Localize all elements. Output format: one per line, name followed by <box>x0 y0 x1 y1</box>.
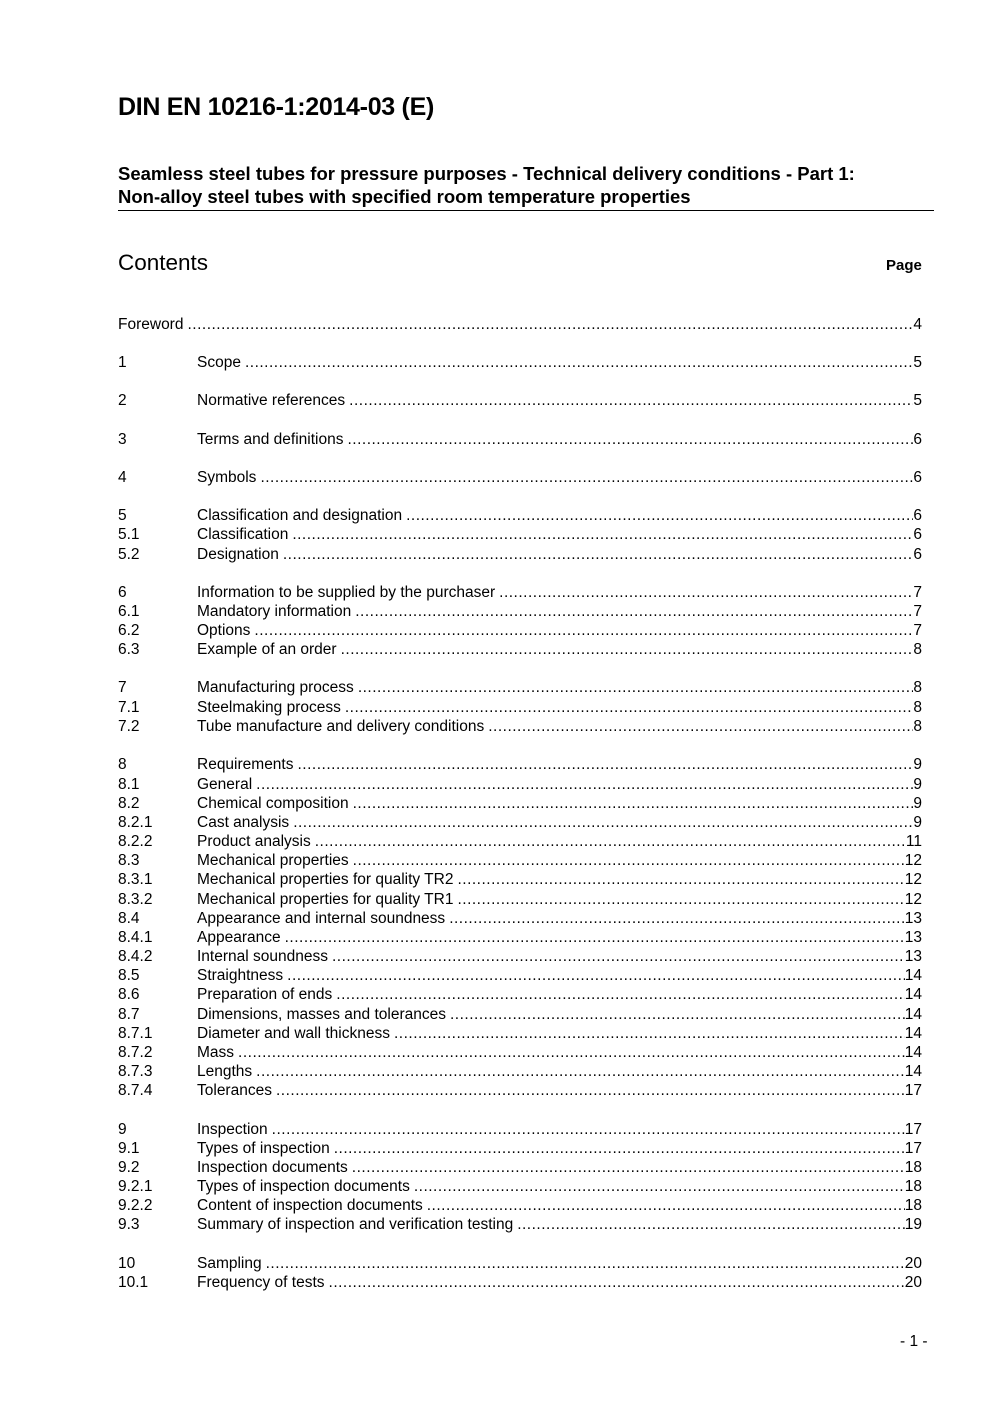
toc-entry[interactable] <box>118 851 922 870</box>
toc-entry[interactable] <box>118 890 922 909</box>
toc-entry-number: 8.7.1 <box>118 1025 153 1042</box>
toc-entry-page: 9 <box>913 814 922 831</box>
toc-entry-number: 8.4.2 <box>118 948 153 965</box>
toc-entry-title: Symbols <box>197 469 257 486</box>
toc-entry-page: 14 <box>904 1044 922 1061</box>
toc-dot-leader <box>287 966 905 985</box>
toc-entry-title: Terms and definitions <box>197 431 344 448</box>
toc-dot-leader <box>457 870 904 889</box>
toc-entry-title: Product analysis <box>197 833 311 850</box>
toc-dot-leader <box>341 640 914 659</box>
toc-entry-page: 11 <box>905 833 922 850</box>
toc-entry[interactable] <box>118 525 922 544</box>
toc-entry-page: 14 <box>904 1063 922 1080</box>
toc-entry-number: 6.2 <box>118 622 140 639</box>
toc-entry-number: 3 <box>118 431 127 448</box>
toc-entry-page: 13 <box>904 910 922 927</box>
toc-dot-leader <box>352 1158 905 1177</box>
toc-entry[interactable] <box>118 1215 922 1234</box>
toc-entry-title: Tolerances <box>197 1082 272 1099</box>
toc-entry-page: 18 <box>904 1159 922 1176</box>
toc-dot-leader <box>245 353 913 372</box>
toc-dot-leader <box>353 794 914 813</box>
toc-entry-page: 7 <box>913 622 922 639</box>
toc-entry-title: Steelmaking process <box>197 699 341 716</box>
toc-entry[interactable] <box>118 1024 922 1043</box>
toc-entry-page: 9 <box>913 776 922 793</box>
toc-entry-number: 9.1 <box>118 1140 140 1157</box>
toc-dot-leader <box>187 315 913 334</box>
toc-entry-number: 8.7 <box>118 1006 140 1023</box>
toc-entry[interactable] <box>118 430 922 449</box>
toc-entry[interactable] <box>118 1062 922 1081</box>
toc-entry-title: Mechanical properties for quality TR2 <box>197 871 454 888</box>
toc-entry-number: 5 <box>118 507 127 524</box>
toc-entry[interactable] <box>118 315 922 334</box>
toc-entry-page: 8 <box>913 699 922 716</box>
toc-entry-page: 9 <box>913 756 922 773</box>
toc-entry-number: 8.5 <box>118 967 140 984</box>
toc-entry-number: 8.2.2 <box>118 833 153 850</box>
toc-entry-page: 4 <box>913 316 922 333</box>
toc-dot-leader <box>334 1139 905 1158</box>
toc-entry-title: Diameter and wall thickness <box>197 1025 390 1042</box>
toc-dot-leader <box>276 1081 905 1100</box>
toc-entry[interactable] <box>118 391 922 410</box>
toc-dot-leader <box>450 1005 905 1024</box>
toc-dot-leader <box>298 755 914 774</box>
toc-entry[interactable] <box>118 640 922 659</box>
toc-entry-title: Inspection <box>197 1121 268 1138</box>
toc-entry-number: 7 <box>118 679 127 696</box>
toc-entry-title: Manufacturing process <box>197 679 354 696</box>
toc-entry-title: Information to be supplied by the purchaser <box>197 584 496 601</box>
toc-entry-page: 8 <box>913 641 922 658</box>
toc-entry[interactable] <box>118 506 922 525</box>
toc-entry-title: Content of inspection documents <box>197 1197 423 1214</box>
toc-entry[interactable] <box>118 353 922 372</box>
toc-entry-number: 8.1 <box>118 776 140 793</box>
toc-entry[interactable] <box>118 775 922 794</box>
toc-dot-leader <box>394 1024 905 1043</box>
contents-heading: Contents <box>118 250 209 275</box>
toc-entry-title: Sampling <box>197 1255 262 1272</box>
toc-entry[interactable] <box>118 909 922 928</box>
toc-entry-number: 9.2.1 <box>118 1178 153 1195</box>
toc-entry-number: 6.3 <box>118 641 140 658</box>
toc-entry-title: Mandatory information <box>197 603 352 620</box>
toc-entry[interactable] <box>118 1254 922 1273</box>
toc-dot-leader <box>283 545 914 564</box>
toc-entry-number: 10 <box>118 1255 136 1272</box>
toc-dot-leader <box>254 621 913 640</box>
toc-entry-page: 7 <box>913 584 922 601</box>
toc-entry-page: 18 <box>904 1178 922 1195</box>
toc-entry-number: 8.3.2 <box>118 891 153 908</box>
toc-entry-page: 12 <box>904 871 922 888</box>
toc-entry-title: Cast analysis <box>197 814 290 831</box>
toc-entry[interactable] <box>118 602 922 621</box>
toc-entry-title: Foreword <box>118 316 184 333</box>
toc-entry-page: 14 <box>904 1025 922 1042</box>
toc-entry-page: 17 <box>904 1082 922 1099</box>
toc-dot-leader <box>414 1177 905 1196</box>
toc-dot-leader <box>315 832 906 851</box>
toc-dot-leader <box>353 851 905 870</box>
toc-entry-title: Normative references <box>197 392 346 409</box>
toc-entry-number: 10.1 <box>118 1274 149 1291</box>
toc-dot-leader <box>336 985 904 1004</box>
toc-entry-number: 2 <box>118 392 127 409</box>
document-subtitle <box>118 162 934 211</box>
toc-entry[interactable] <box>118 966 922 985</box>
toc-dot-leader <box>293 813 913 832</box>
toc-entry-number: 8.4.1 <box>118 929 153 946</box>
toc-entry-page: 17 <box>904 1121 922 1138</box>
toc-entry-title: Internal soundness <box>197 948 328 965</box>
toc-entry-number: 1 <box>118 354 127 371</box>
toc-entry-page: 7 <box>913 603 922 620</box>
toc-entry-page: 14 <box>904 986 922 1003</box>
toc-entry-number: 9.2 <box>118 1159 140 1176</box>
toc-dot-leader <box>488 717 913 736</box>
toc-entry-number: 6 <box>118 584 127 601</box>
toc-entry-title: Straightness <box>197 967 284 984</box>
toc-entry-page: 12 <box>904 852 922 869</box>
toc-dot-leader <box>517 1215 905 1234</box>
toc-entry-title: Frequency of tests <box>197 1274 325 1291</box>
toc-dot-leader <box>406 506 913 525</box>
toc-entry-page: 14 <box>904 967 922 984</box>
toc-entry[interactable] <box>118 1177 922 1196</box>
toc-entry-page: 6 <box>913 546 922 563</box>
toc-entry-number: 8.3 <box>118 852 140 869</box>
toc-entry[interactable] <box>118 545 922 564</box>
toc-entry-page: 6 <box>913 526 922 543</box>
toc-entry-title: Options <box>197 622 251 639</box>
toc-entry-number: 8.2.1 <box>118 814 153 831</box>
toc-entry[interactable] <box>118 1273 922 1292</box>
toc-entry-title: Classification <box>197 526 289 543</box>
toc-entry-number: 6.1 <box>118 603 140 620</box>
toc-entry-page: 20 <box>904 1274 922 1291</box>
toc-dot-leader <box>332 947 905 966</box>
toc-dot-leader <box>238 1043 905 1062</box>
toc-entry[interactable] <box>118 947 922 966</box>
subtitle-line-2: Non-alloy steel tubes with specified room temperature properties <box>118 186 691 207</box>
toc-dot-leader <box>256 1062 905 1081</box>
toc-dot-leader <box>256 775 913 794</box>
toc-entry[interactable] <box>118 1081 922 1100</box>
toc-entry-number: 7.1 <box>118 699 140 716</box>
toc-entry[interactable] <box>118 1196 922 1215</box>
toc-entry[interactable] <box>118 1158 922 1177</box>
toc-dot-leader <box>427 1196 905 1215</box>
toc-entry-number: 8.2 <box>118 795 140 812</box>
toc-entry-number: 9.3 <box>118 1216 140 1233</box>
toc-entry[interactable] <box>118 678 922 697</box>
toc-entry-page: 6 <box>913 469 922 486</box>
toc-dot-leader <box>345 698 914 717</box>
toc-entry-title: Mechanical properties <box>197 852 349 869</box>
toc-entry-page: 20 <box>904 1255 922 1272</box>
toc-dot-leader <box>349 391 913 410</box>
toc-entry-title: Summary of inspection and verification testing <box>197 1216 514 1233</box>
toc-entry-title: Lengths <box>197 1063 253 1080</box>
toc-entry-title: Designation <box>197 546 279 563</box>
toc-dot-leader <box>358 678 914 697</box>
page-column-label: Page <box>886 257 922 274</box>
toc-entry-number: 9.2.2 <box>118 1197 153 1214</box>
toc-dot-leader <box>292 525 913 544</box>
toc-entry-title: Types of inspection documents <box>197 1178 410 1195</box>
toc-entry-page: 19 <box>904 1216 922 1233</box>
toc-entry-number: 8.7.4 <box>118 1082 153 1099</box>
toc-entry-number: 8.6 <box>118 986 140 1003</box>
toc-dot-leader <box>449 909 905 928</box>
toc-entry[interactable] <box>118 717 922 736</box>
toc-dot-leader <box>285 928 905 947</box>
toc-dot-leader <box>457 890 904 909</box>
toc-entry[interactable] <box>118 870 922 889</box>
toc-entry[interactable] <box>118 698 922 717</box>
toc-dot-leader <box>347 430 913 449</box>
toc-entry[interactable] <box>118 1139 922 1158</box>
subtitle-line-1: Seamless steel tubes for pressure purposes - Technical delivery conditions - Part 1: <box>118 163 855 184</box>
toc-dot-leader <box>266 1254 905 1273</box>
toc-entry-page: 18 <box>904 1197 922 1214</box>
toc-entry-number: 9 <box>118 1121 127 1138</box>
toc-entry-page: 13 <box>904 929 922 946</box>
toc-entry[interactable] <box>118 794 922 813</box>
toc-entry-title: Requirements <box>197 756 294 773</box>
toc-entry-number: 8.4 <box>118 910 140 927</box>
toc-entry-page: 9 <box>913 795 922 812</box>
toc-entry-page: 13 <box>904 948 922 965</box>
toc-entry-title: Dimensions, masses and tolerances <box>197 1006 446 1023</box>
toc-entry-title: Tube manufacture and delivery conditions <box>197 718 485 735</box>
toc-entry[interactable] <box>118 583 922 602</box>
toc-dot-leader <box>272 1120 905 1139</box>
toc-entry[interactable] <box>118 755 922 774</box>
toc-entry[interactable] <box>118 1120 922 1139</box>
toc-entry-page: 5 <box>913 354 922 371</box>
toc-dot-leader <box>260 468 913 487</box>
toc-entry-title: Mass <box>197 1044 235 1061</box>
toc-entry[interactable] <box>118 813 922 832</box>
toc-entry[interactable] <box>118 832 922 851</box>
toc-entry-title: Chemical composition <box>197 795 349 812</box>
toc-entry-number: 5.2 <box>118 546 140 563</box>
toc-entry-number: 7.2 <box>118 718 140 735</box>
toc-entry-title: Appearance and internal soundness <box>197 910 446 927</box>
toc-entry-number: 4 <box>118 469 127 486</box>
toc-entry-page: 14 <box>904 1006 922 1023</box>
toc-entry-page: 12 <box>904 891 922 908</box>
document-title: DIN EN 10216-1:2014-03 (E) <box>118 93 434 121</box>
toc-entry[interactable] <box>118 1043 922 1062</box>
toc-entry-title: Classification and designation <box>197 507 403 524</box>
toc-entry-title: Inspection documents <box>197 1159 348 1176</box>
toc-entry-page: 5 <box>913 392 922 409</box>
toc-entry[interactable] <box>118 468 922 487</box>
toc-entry[interactable] <box>118 928 922 947</box>
toc-entry-title: Types of inspection <box>197 1140 330 1157</box>
toc-entry-number: 8.7.3 <box>118 1063 153 1080</box>
toc-entry-number: 5.1 <box>118 526 140 543</box>
toc-entry-title: Preparation of ends <box>197 986 333 1003</box>
toc-entry-page: 6 <box>913 507 922 524</box>
toc-entry[interactable] <box>118 985 922 1004</box>
toc-entry-page: 8 <box>913 679 922 696</box>
toc-entry[interactable] <box>118 621 922 640</box>
toc-entry-page: 6 <box>913 431 922 448</box>
toc-dot-leader <box>329 1273 905 1292</box>
toc-entry-title: Example of an order <box>197 641 337 658</box>
toc-entry-page: 8 <box>913 718 922 735</box>
toc-entry-number: 8.3.1 <box>118 871 153 888</box>
toc-entry-title: Appearance <box>197 929 281 946</box>
toc-entry-number: 8 <box>118 756 127 773</box>
toc-entry[interactable] <box>118 1005 922 1024</box>
toc-entry-title: Mechanical properties for quality TR1 <box>197 891 454 908</box>
toc-entry-title: General <box>197 776 253 793</box>
toc-dot-leader <box>499 583 913 602</box>
toc-dot-leader <box>355 602 913 621</box>
toc-entry-title: Scope <box>197 354 241 371</box>
toc-entry-number: 8.7.2 <box>118 1044 153 1061</box>
page-number: - 1 - <box>900 1333 928 1350</box>
toc-entry-page: 17 <box>904 1140 922 1157</box>
